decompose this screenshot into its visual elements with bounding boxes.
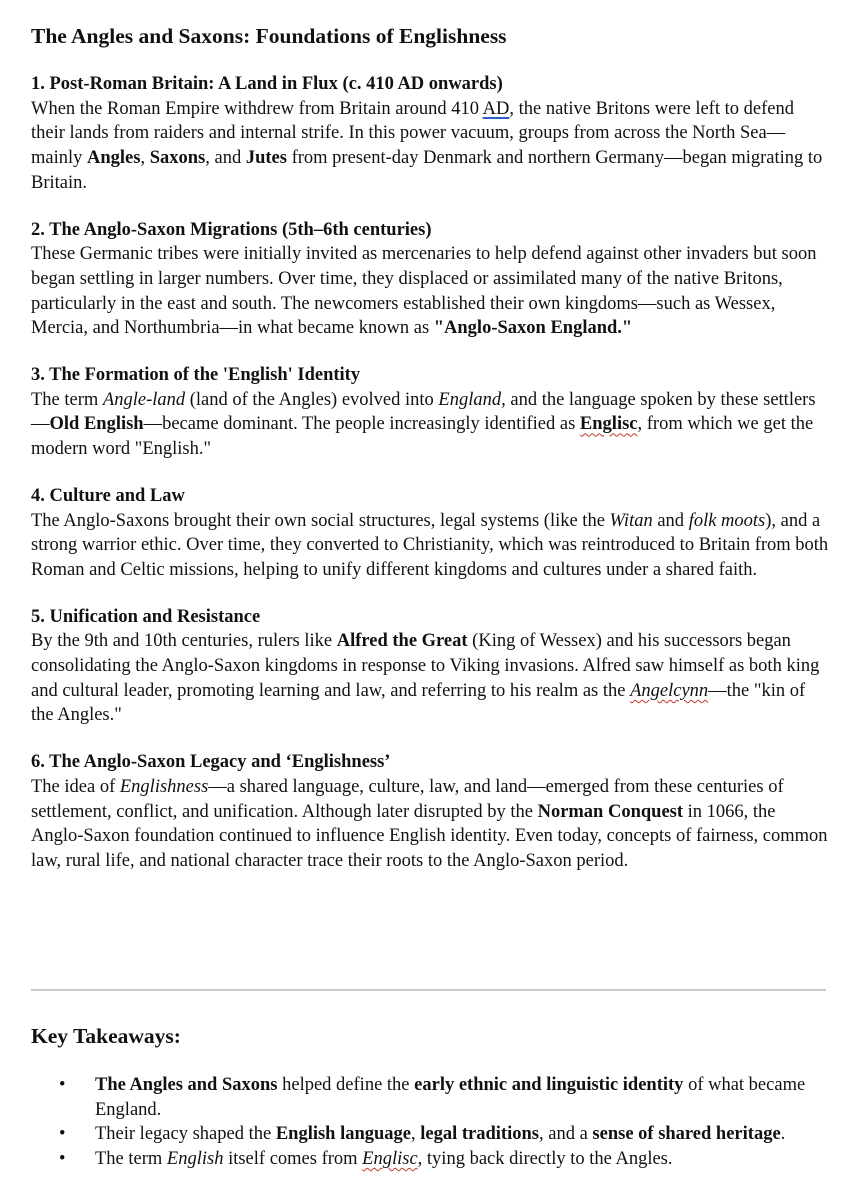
- key-takeaways-heading: Key Takeaways:: [31, 1024, 181, 1048]
- bullet-icon: •: [59, 1124, 66, 1145]
- bullet-icon: •: [59, 1149, 66, 1170]
- section-paragraph: The Anglo-Saxons brought their own social structures, legal systems (like the Witan and folk moots), and a strong warrior ethic. Over time, they converted to Christianity, which was reintroduced to Britain from both Roman and Celtic missions, helping to unify different kingdoms and cultures under a shared faith.: [31, 510, 829, 580]
- document-body: [31, 22, 831, 874]
- grammar-flag[interactable]: AD: [482, 98, 510, 119]
- spelling-flag[interactable]: Englisc: [579, 414, 638, 435]
- spelling-flag[interactable]: Angelcynn: [630, 680, 709, 701]
- section-heading: 4. Culture and Law: [31, 485, 185, 506]
- spelling-flag[interactable]: Englisc: [362, 1149, 418, 1170]
- key-takeaways-list: [31, 1073, 831, 1172]
- bullet-icon: •: [59, 1075, 66, 1095]
- section-heading: 3. The Formation of the 'English' Identity: [31, 365, 361, 386]
- section-paragraph: When the Roman Empire withdrew from Britain around 410 AD, the native Britons were left to defend their lands from raiders and internal strife. In this power vacuum, groups from across the North Sea—mainly Angles, Saxons, and Jutes from present-day Denmark and northern Germany—began migrating to Britain.: [31, 98, 823, 193]
- section-heading: 2. The Anglo-Saxon Migrations (5th–6th centuries): [31, 219, 432, 240]
- section-paragraph: These Germanic tribes were initially invited as mercenaries to help defend against other invaders but soon began settling in larger numbers. Over time, they displaced or assimilated many of the native Britons, particularly in the east and south. The newcomers established their own kingdoms—such as Wessex, Mercia, and Northumbria—in what became known as "Anglo-Saxon England.": [31, 244, 817, 339]
- list-item: • The term English itself comes from Englisc, tying back directly to the Angles.: [31, 1147, 831, 1172]
- section-english-identity: [31, 363, 831, 462]
- section-legacy: [31, 750, 831, 874]
- document-title: The Angles and Saxons: Foundations of Englishness: [31, 24, 507, 48]
- section-post-roman-britain: [31, 72, 831, 196]
- section-paragraph: The idea of Englishness—a shared language, culture, law, and land—emerged from these centuries of settlement, conflict, and unification. Although later disrupted by the Norman Conquest in 1066, the Anglo-Saxon foundation continued to influence English identity. Even today, concepts of fairness, common law, rural life, and national character trace their roots to the Anglo-Saxon period.: [31, 776, 828, 871]
- horizontal-divider: [31, 989, 826, 991]
- section-heading: 5. Unification and Resistance: [31, 606, 261, 627]
- section-paragraph: The term Angle-land (land of the Angles) evolved into England, and the language spoken by these settlers—Old English—became dominant. The people increasingly identified as Englisc, from which we get the modern word "English.": [31, 389, 816, 460]
- list-item: • The Angles and Saxons helped define the early ethnic and linguistic identity of what became England.: [59, 1075, 806, 1120]
- section-heading: 1. Post-Roman Britain: A Land in Flux (c. 410 AD onwards): [31, 74, 503, 94]
- section-anglo-saxon-migrations: [31, 218, 831, 342]
- list-item: • Their legacy shaped the English language, legal traditions, and a sense of shared heritage.: [31, 1122, 831, 1147]
- section-heading: 6. The Anglo-Saxon Legacy and ‘Englishness’: [31, 752, 391, 773]
- section-unification: [31, 605, 831, 729]
- section-paragraph: By the 9th and 10th centuries, rulers like Alfred the Great (King of Wessex) and his successors began consolidating the Anglo-Saxon kingdoms in response to Viking invasions. Alfred saw himself as both king and cultural leader, promoting learning and law, and referring to his realm as the Angelcynn—the "kin of the Angles.": [31, 631, 820, 726]
- section-culture-and-law: [31, 484, 831, 583]
